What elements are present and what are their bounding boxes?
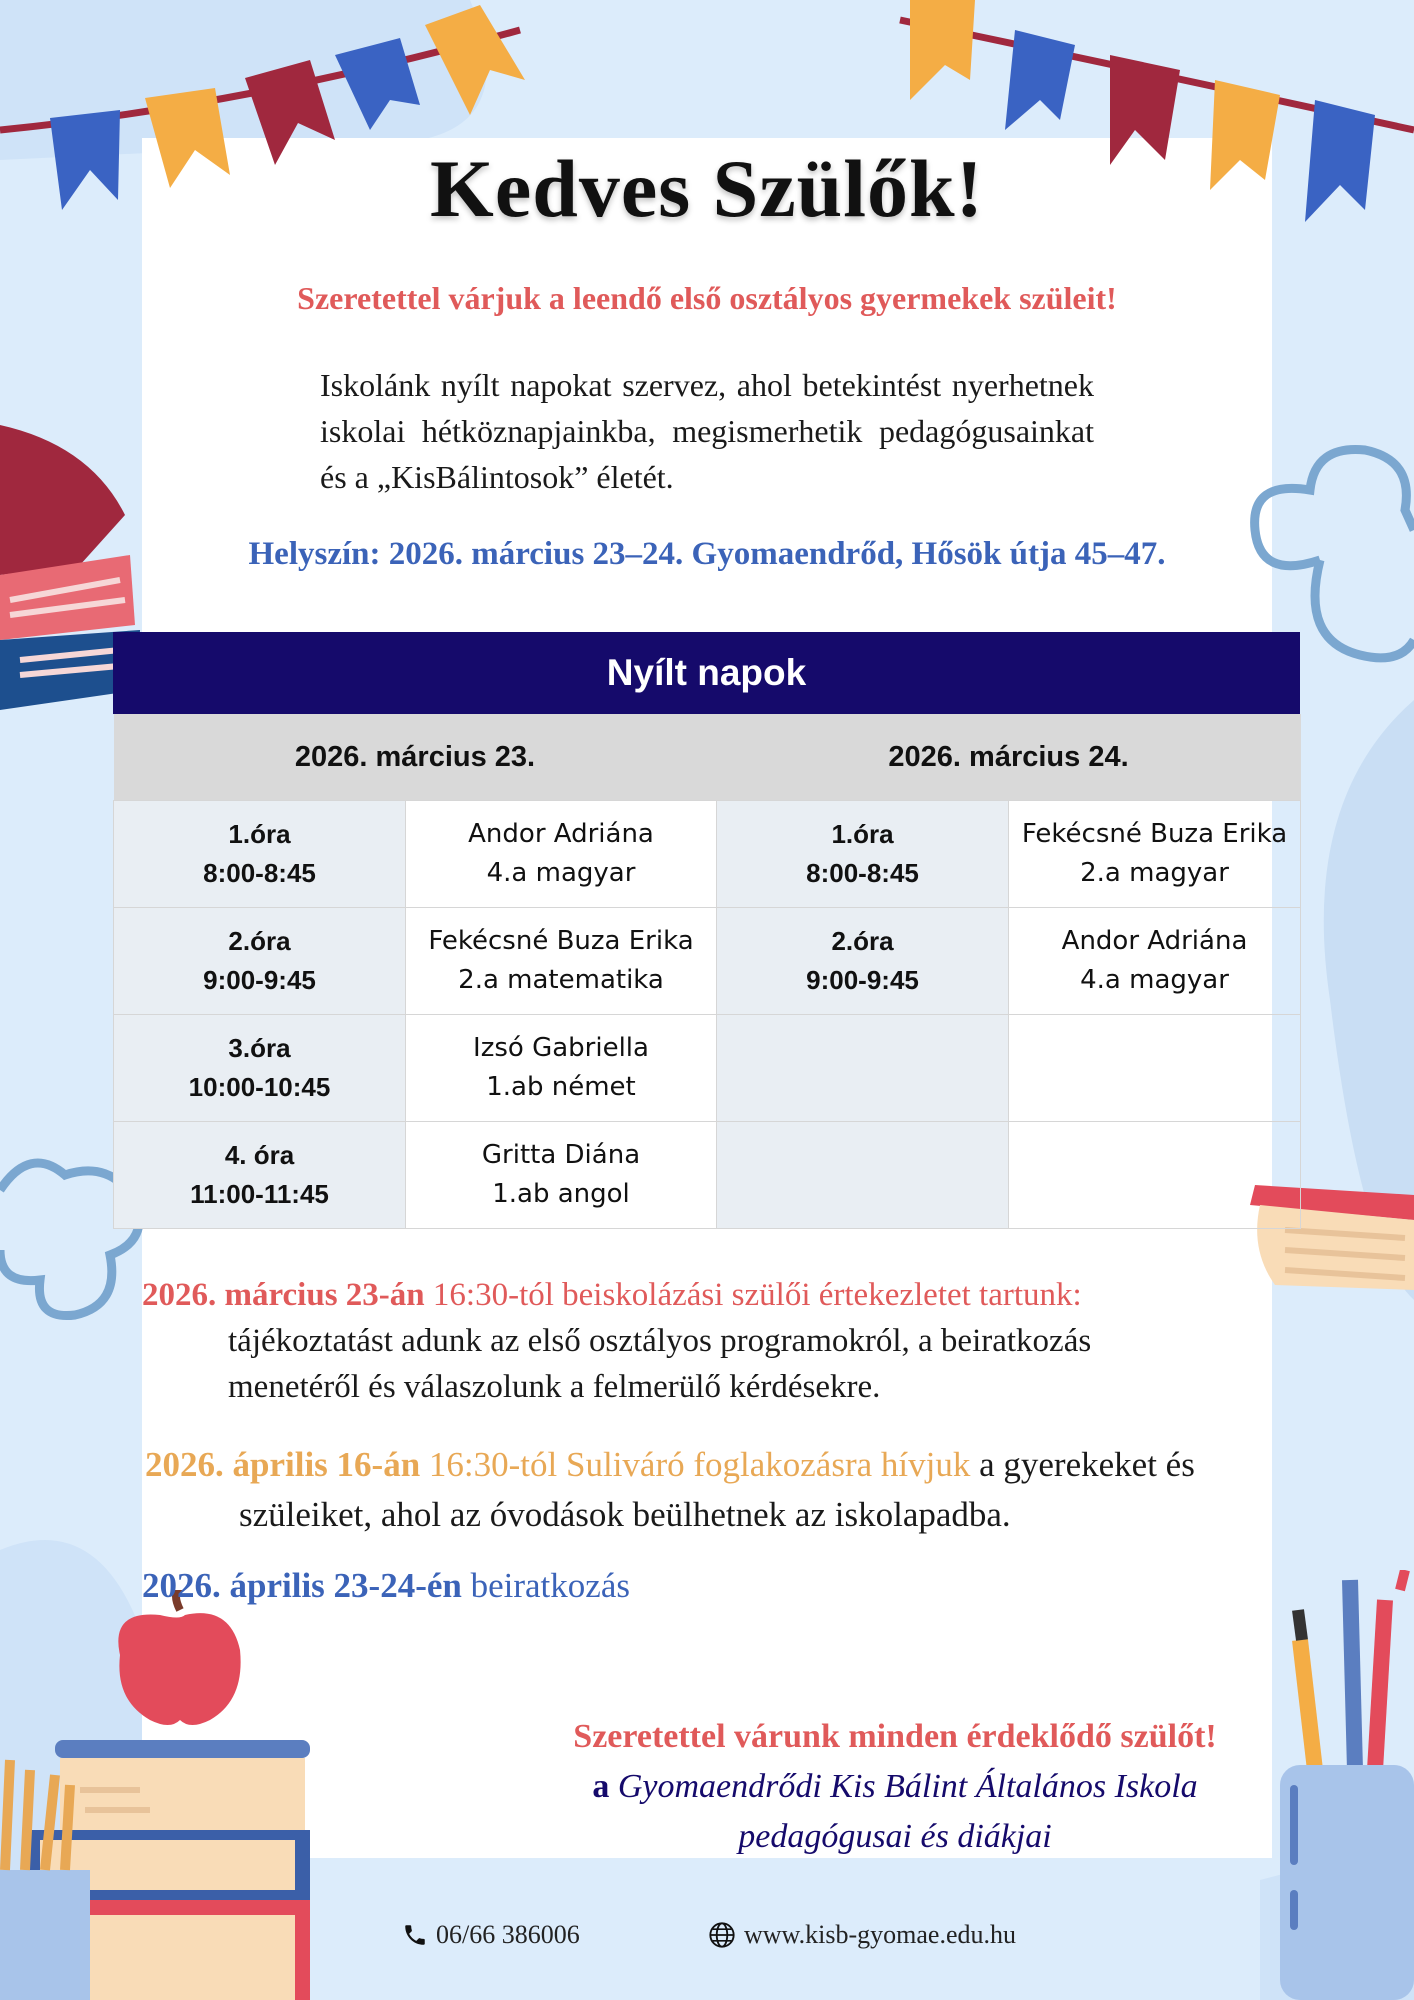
event-date: 2026. április 23-24-én (142, 1566, 462, 1605)
website-link[interactable]: www.kisb-gyomae.edu.hu (744, 1920, 1016, 1949)
intro-line: pedagógusainkat és a „KisBálintosok” életét. (320, 413, 1095, 495)
event-sulivaro (145, 1440, 1275, 1540)
intro-paragraph (320, 362, 1094, 500)
phone-number[interactable]: 06/66 386006 (436, 1920, 580, 1949)
time-cell: 3.óra 10:00-10:45 (114, 1015, 406, 1122)
event-heading: beiratkozás (461, 1566, 630, 1605)
lesson-cell: Izsó Gabriella 1.ab német (406, 1015, 717, 1122)
page-title: Kedves Szülők! (430, 143, 984, 234)
event-description: szüleiket, ahol az óvodások beülhetnek az iskolapadba. (239, 1495, 1011, 1534)
intro-line: nyerhetnek iskolai hétköznapjainkba, megismerhetik (320, 367, 1094, 449)
event-heading: 16:30-tól Suliváró foglakozásra hívjuk (420, 1445, 971, 1484)
day-header-row (114, 714, 1301, 801)
closing-message (520, 1712, 1270, 1862)
lesson-cell: Fekécsné Buza Erika 2.a matematika (406, 908, 717, 1015)
location-line: Helyszín: 2026. március 23–24. Gyomaendrőd, Hősök útja 45–47. (248, 536, 1166, 572)
footer-website (708, 1920, 1016, 1950)
closing-greeting: Szeretettel várunk minden érdeklődő szülőt! (573, 1718, 1217, 1755)
closing-school-name: a Gyomaendrődi Kis Bálint Általános Iskola (592, 1768, 1198, 1805)
time-cell: 4. óra 11:00-11:45 (114, 1122, 406, 1229)
event-date: 2026. március 23-án (142, 1277, 425, 1313)
empty-time-cell (717, 1122, 1009, 1229)
globe-icon (708, 1921, 736, 1949)
time-cell: 2.óra 9:00-9:45 (114, 908, 406, 1015)
lesson-cell: Andor Adriána 4.a magyar (406, 801, 717, 908)
empty-lesson-cell (1009, 1015, 1301, 1122)
time-cell: 2.óra 9:00-9:45 (717, 908, 1009, 1015)
event-parent-meeting (142, 1272, 1272, 1410)
event-date: 2026. április 16-án (145, 1445, 421, 1484)
empty-lesson-cell (1009, 1122, 1301, 1229)
table-row (114, 801, 1301, 908)
table-row (114, 1015, 1301, 1122)
event-heading: 16:30-tól beiskolázási szülői értekezletet tartunk: (424, 1277, 1082, 1313)
footer-phone (402, 1920, 580, 1950)
event-enrollment (142, 1566, 1272, 1606)
lesson-cell: Gritta Diána 1.ab angol (406, 1122, 717, 1229)
table-row (114, 908, 1301, 1015)
table-row (114, 1122, 1301, 1229)
pencil-jar-decoration (1270, 1570, 1414, 2000)
lesson-cell: Andor Adriána 4.a magyar (1009, 908, 1301, 1015)
event-description: tájékoztatást adunk az első osztályos programokról, a beiratkozás (228, 1323, 1092, 1359)
empty-time-cell (717, 1015, 1009, 1122)
time-cell: 1.óra 8:00-8:45 (114, 801, 406, 908)
closing-signature: pedagógusai és diákjai (738, 1818, 1052, 1855)
table-heading: Nyílt napok (113, 632, 1300, 714)
time-cell: 1.óra 8:00-8:45 (717, 801, 1009, 908)
intro-line: Iskolánk nyílt napokat szervez, ahol betekintést (320, 367, 942, 403)
event-description: menetéről és válaszolunk a felmerülő kérdésekre. (228, 1369, 881, 1405)
open-days-table (113, 632, 1300, 1229)
lesson-cell: Fekécsné Buza Erika 2.a magyar (1009, 801, 1301, 908)
event-description: a gyerekeket és (970, 1445, 1195, 1484)
day2-header: 2026. március 24. (717, 714, 1301, 801)
schedule-grid (113, 714, 1301, 1229)
day1-header: 2026. március 23. (114, 714, 717, 801)
apple-and-books-decoration (0, 1590, 320, 2000)
subtitle: Szeretettel várjuk a leendő első osztályos gyermekek szüleit! (297, 280, 1117, 316)
phone-icon (402, 1922, 428, 1948)
